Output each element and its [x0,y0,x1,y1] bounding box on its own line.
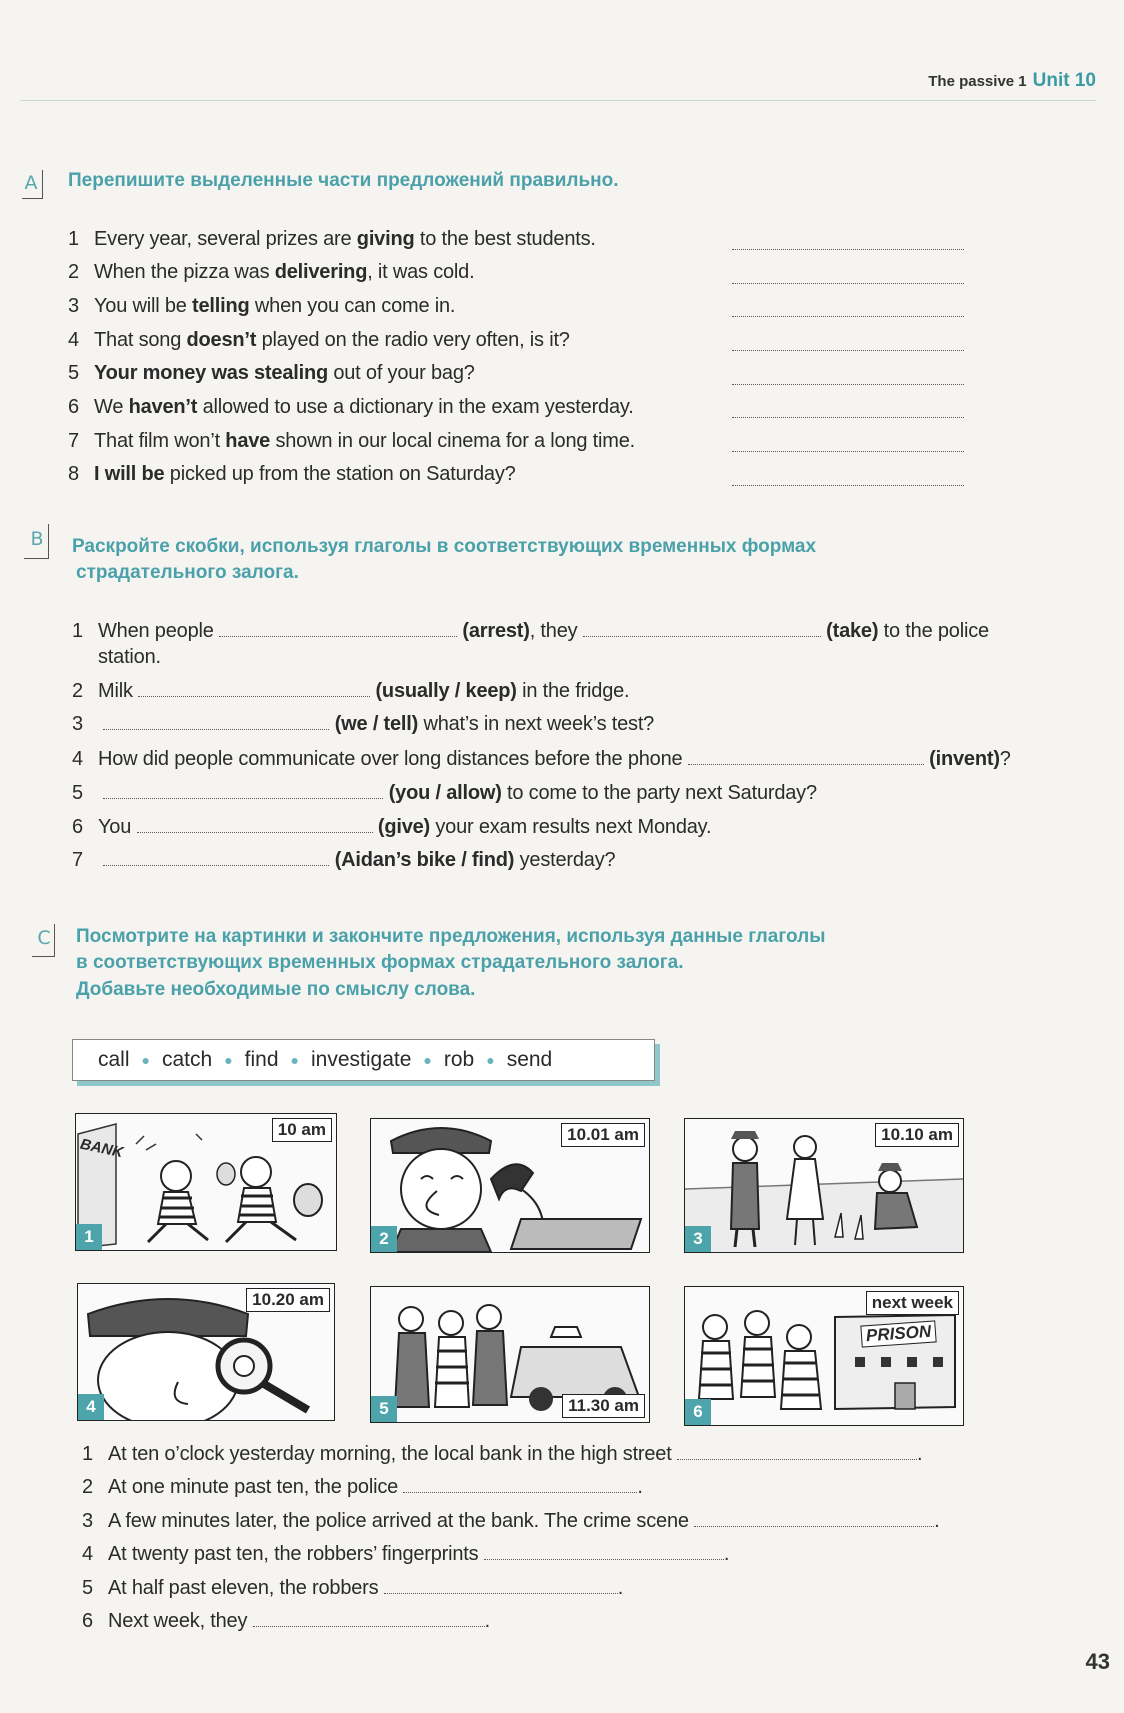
a-answer-line-7[interactable] [732,450,964,452]
a-answer-line-2[interactable] [732,282,964,284]
picture-3-number: 3 [685,1226,711,1252]
bullet-icon: ● [224,1052,233,1069]
section-a [0,0,1124,500]
bullet-icon: ● [423,1052,432,1069]
c-item-3: 3 A few minutes later, the police arrived at the bank. The crime scene . [82,1510,940,1532]
c-item-2: 2 At one minute past ten, the police . [82,1476,643,1498]
word-send: send [506,1048,553,1071]
a-answer-line-1[interactable] [732,248,964,250]
word-find: find [244,1048,279,1071]
b-blank-1a[interactable] [219,618,457,637]
a-answer-line-3[interactable] [732,315,964,317]
b-blank-1b[interactable] [583,618,821,637]
bullet-icon: ● [486,1052,495,1069]
a-item-6: 6 We haven’t allowed to use a dictionary in the exam yesterday. [68,396,634,418]
picture-4-time: 10.20 am [246,1288,330,1312]
section-c-title-1: Посмотрите на картинки и закончите предложения, используя данные глаголы [76,926,826,947]
section-b-letter: B [30,528,44,550]
picture-2 [370,1118,650,1253]
a-item-5: 5 Your money was stealing out of your bag? [68,362,475,384]
c-item-4: 4 At twenty past ten, the robbers’ fingerprints . [82,1543,730,1565]
c-blank-2[interactable] [403,1474,637,1493]
b-blank-5[interactable] [103,780,383,799]
bank-sign: BANK [78,1135,125,1162]
picture-6 [684,1286,964,1426]
section-b-title-2: страдательного залога. [76,562,299,583]
b-item-3: 3 (we / tell) what’s in next week’s test? [72,713,655,735]
b-blank-7[interactable] [103,847,329,866]
a-answer-line-5[interactable] [732,383,964,385]
picture-3 [684,1118,964,1253]
c-item-5: 5 At half past eleven, the robbers . [82,1577,624,1599]
picture-4 [77,1283,335,1421]
bullet-icon: ● [141,1052,150,1069]
b-item-5: 5 (you / allow) to come to the party next Saturday? [72,782,817,804]
header-unit: Unit 10 [1032,70,1096,91]
a-item-4: 4 That song doesn’t played on the radio very often, is it? [68,329,570,351]
a-item-3: 3 You will be telling when you can come in. [68,295,456,317]
word-investigate: investigate [310,1048,412,1071]
section-c-title-2: в соответствующих временных формах страдательного залога. [76,952,684,973]
picture-1 [75,1113,337,1251]
a-answer-line-4[interactable] [732,349,964,351]
picture-3-time: 10.10 am [875,1123,959,1147]
word-catch: catch [161,1048,213,1071]
bullet-icon: ● [290,1052,299,1069]
word-rob: rob [443,1048,475,1071]
a-item-1: 1 Every year, several prizes are giving to the best students. [68,228,596,250]
picture-5-number: 5 [371,1396,397,1422]
a-item-2: 2 When the pizza was delivering, it was cold. [68,261,475,283]
picture-2-number: 2 [371,1226,397,1252]
a-item-7: 7 That film won’t have shown in our local cinema for a long time. [68,430,636,452]
a-answer-line-6[interactable] [732,416,964,418]
b-blank-3[interactable] [103,711,329,730]
picture-6-number: 6 [685,1399,711,1425]
b-item-2: 2 Milk (usually / keep) in the fridge. [72,680,630,702]
c-blank-5[interactable] [384,1575,618,1594]
a-item-8: 8 I will be picked up from the station on Saturday? [68,463,516,485]
section-b [0,500,1124,880]
picture-6-time: next week [866,1291,959,1315]
c-blank-4[interactable] [484,1541,724,1560]
section-a-letter: A [24,172,38,194]
b-item-7: 7 (Aidan’s bike / find) yesterday? [72,849,616,871]
section-c-letter: C [37,927,51,949]
section-a-title: Перепишите выделенные части предложений правильно. [68,170,619,191]
picture-5-time: 11.30 am [562,1394,645,1418]
prison-sign: PRISON [860,1320,937,1347]
word-box [72,1039,655,1081]
picture-4-number: 4 [78,1394,104,1420]
picture-1-number: 1 [76,1224,102,1250]
c-blank-6[interactable] [253,1608,485,1627]
c-blank-1[interactable] [677,1441,917,1460]
word-call: call [98,1048,130,1071]
b-item-4: 4 How did people communicate over long distances before the phone (invent)? [72,748,1011,770]
c-blank-3[interactable] [694,1508,934,1527]
picture-1-time: 10 am [272,1118,332,1142]
picture-2-time: 10.01 am [561,1123,645,1147]
b-item-6: 6 You (give) your exam results next Monday. [72,816,712,838]
section-b-title-1: Раскройте скобки, используя глаголы в соответствующих временных формах [72,536,817,557]
page-number: 43 [1085,1649,1110,1674]
section-c-title-3: Добавьте необходимые по смыслу слова. [76,979,476,1000]
b-item-1: 1 When people (arrest), they (take) to the police [72,620,989,642]
b-blank-4[interactable] [688,746,924,765]
b-blank-2[interactable] [138,678,370,697]
c-item-1: 1 At ten o’clock yesterday morning, the local bank in the high street . [82,1443,923,1465]
header-section: The passive 1 [928,73,1027,90]
a-answer-line-8[interactable] [732,484,964,486]
c-item-6: 6 Next week, they . [82,1610,491,1632]
picture-5 [370,1286,650,1423]
b-blank-6[interactable] [137,814,373,833]
b-item-1-cont: station. [98,646,161,668]
